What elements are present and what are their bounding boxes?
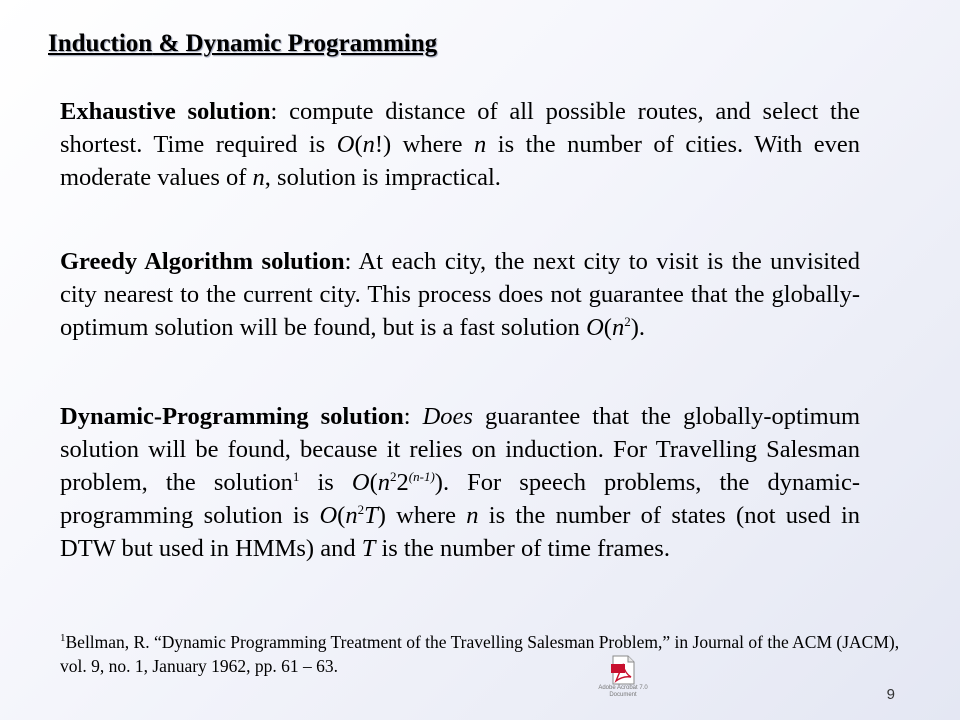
exhaustive-solution-paragraph (60, 95, 860, 194)
pdf-attachment[interactable] (598, 655, 648, 705)
big-o: O (336, 131, 355, 158)
big-o: O (586, 314, 604, 341)
var-n: n (252, 164, 265, 191)
footnote-reference: 1 (292, 468, 300, 484)
exhaustive-text: is the number of cities. With even moderate values of (60, 131, 860, 191)
greedy-text: ). (630, 314, 645, 341)
dynamic-text: : (403, 403, 423, 430)
dynamic-text: ) where (377, 502, 467, 529)
pdf-caption-line2: Document (609, 692, 637, 698)
exponent: 2 (357, 501, 365, 517)
dynamic-text: ( (369, 469, 378, 496)
exhaustive-text: ( (354, 131, 363, 158)
var-n: n (377, 469, 391, 496)
dynamic-programming-paragraph (60, 400, 860, 565)
footnote-text: Bellman, R. “Dynamic Programming Treatment of the Travelling Salesman Problem,” in Journal of the ACM (JACM), vol. 9, no. 1, January 1962, pp. 61 – 63. (60, 632, 900, 676)
slide-title (48, 30, 437, 58)
greedy-heading: Greedy Algorithm solution (60, 248, 345, 275)
var-n: n (474, 131, 487, 158)
dynamic-text: is the number of states (not used in DTW but used in HMMs) and (60, 502, 860, 562)
greedy-text: ( (603, 314, 612, 341)
big-o: O (351, 469, 370, 496)
var-n: n (466, 502, 479, 529)
exhaustive-heading: Exhaustive solution (60, 98, 271, 125)
page-number: 9 (886, 686, 895, 703)
var-t: T (364, 502, 378, 529)
title-dynamic-programming: & Dynamic Programming (152, 30, 438, 57)
exponent: 2 (390, 468, 397, 484)
footnote (60, 630, 900, 678)
dynamic-text: ). For speech problems, the dynamic-programming solution is (60, 469, 861, 529)
exponent: (n-1) (408, 468, 435, 484)
var-n: n (611, 314, 625, 341)
var-t: T (361, 535, 376, 562)
exhaustive-text: , solution is impractical. (264, 164, 501, 191)
greedy-text: : At each city, the next city to visit is the unvisited city nearest to the current city. This process does not guarantee that the globally-optimum solution will be found, but is a fast solution (60, 248, 860, 341)
emphasis-does: Does (422, 403, 473, 430)
exponent: 2 (624, 313, 631, 329)
dynamic-heading: Dynamic-Programming solution (60, 403, 404, 430)
dynamic-text: is the number of time frames. (375, 535, 670, 562)
exhaustive-text: !) where (374, 131, 475, 158)
big-o: O (319, 502, 338, 529)
dynamic-text: ( (337, 502, 346, 529)
greedy-solution-paragraph (60, 245, 860, 344)
dynamic-text: is (299, 469, 352, 496)
dynamic-text: 2 (396, 469, 409, 496)
dynamic-text: guarantee that the globally-optimum solution will be found, because it relies on induction. For Travelling Salesman problem, the solution (60, 403, 860, 496)
var-n: n (362, 131, 375, 158)
title-induction: Induction (48, 30, 153, 57)
footnote-marker: 1 (60, 632, 66, 645)
exhaustive-text: : compute distance of all possible routes, and select the shortest. Time required is (60, 98, 860, 158)
pdf-caption-line1: Adobe Acrobat 7.0 (598, 685, 648, 691)
var-n: n (345, 502, 358, 529)
pdf-document-icon (610, 655, 636, 685)
